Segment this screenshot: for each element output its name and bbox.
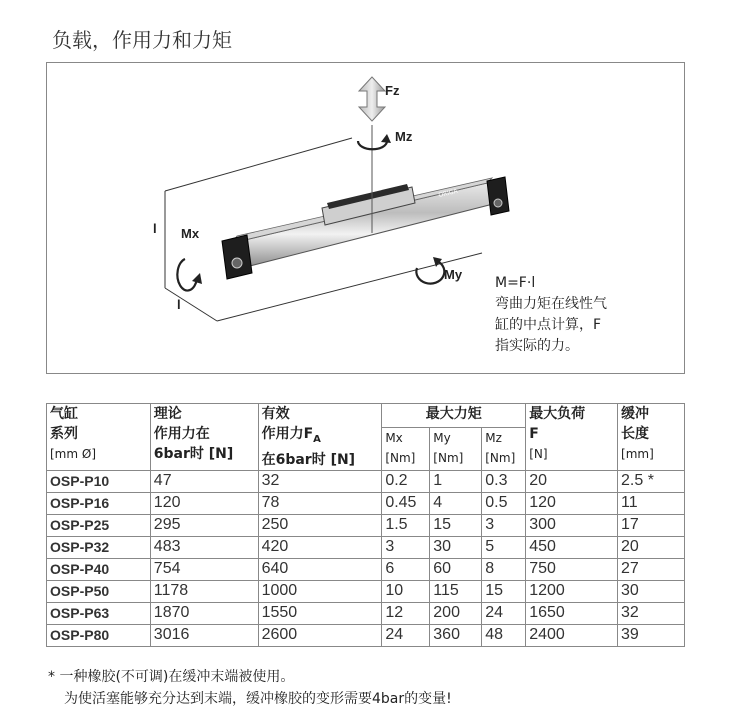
header-theoretical-line1: 理论	[153, 406, 182, 422]
brand-label: ORIGA	[437, 187, 459, 199]
table-row	[47, 536, 685, 558]
cell-theoretical-force: 295	[150, 514, 258, 536]
cell-cushion-length: 30	[618, 580, 685, 602]
header-my-unit: [Nm]	[433, 451, 464, 465]
table-row	[47, 580, 685, 602]
mz-label: Mz	[395, 129, 413, 144]
cell-effective-force: 78	[258, 492, 382, 514]
cell-mz: 48	[482, 624, 526, 646]
cell-max-load: 450	[526, 536, 618, 558]
cell-mz: 5	[482, 536, 526, 558]
cell-model: OSP-P63	[47, 602, 151, 624]
load-diagram	[46, 62, 685, 374]
cell-cushion-length: 39	[618, 624, 685, 646]
cell-model: OSP-P32	[47, 536, 151, 558]
header-mz	[482, 428, 526, 471]
cell-cushion-length: 17	[618, 514, 685, 536]
header-max-moments: 最大力矩	[382, 404, 526, 428]
cell-mx: 10	[382, 580, 430, 602]
cell-my: 115	[430, 580, 482, 602]
cell-cushion-length: 20	[618, 536, 685, 558]
header-cushion	[618, 404, 685, 471]
end-cap-left-port	[232, 258, 242, 268]
table-row	[47, 624, 685, 646]
cell-max-load: 750	[526, 558, 618, 580]
cell-cushion-length: 32	[618, 602, 685, 624]
cell-model: OSP-P50	[47, 580, 151, 602]
header-effective-prefix: 作用力F	[261, 426, 314, 442]
header-series-unit: [mm Ø]	[50, 447, 97, 461]
header-theoretical-line3: 6bar时 [N]	[153, 446, 234, 462]
cell-theoretical-force: 1178	[150, 580, 258, 602]
cell-theoretical-force: 1870	[150, 602, 258, 624]
header-cushion-unit: [mm]	[621, 447, 654, 461]
formula-description: 弯曲力矩在线性气 缸的中点计算，F 指实际的力。	[495, 296, 607, 354]
header-cushion-line2: 长度	[621, 426, 650, 442]
dimension-line-top	[165, 138, 352, 191]
header-effective-line1: 有效	[261, 406, 290, 422]
cell-max-load: 120	[526, 492, 618, 514]
my-rotation-icon	[416, 261, 444, 284]
cell-effective-force: 250	[258, 514, 382, 536]
dimension-line-diag	[165, 288, 217, 321]
cell-my: 360	[430, 624, 482, 646]
header-my-label: My	[433, 431, 451, 445]
cell-mz: 3	[482, 514, 526, 536]
cell-effective-force: 640	[258, 558, 382, 580]
cell-model: OSP-P40	[47, 558, 151, 580]
cell-effective-force: 32	[258, 470, 382, 492]
header-mz-unit: [Nm]	[485, 451, 516, 465]
cell-my: 4	[430, 492, 482, 514]
cell-theoretical-force: 47	[150, 470, 258, 492]
end-cap-left	[222, 235, 252, 279]
cell-model: OSP-P80	[47, 624, 151, 646]
header-series	[47, 404, 151, 471]
header-effective-sub: A	[313, 433, 321, 445]
header-my	[430, 428, 482, 471]
mz-arrowhead	[381, 134, 391, 143]
table-row	[47, 602, 685, 624]
cell-theoretical-force: 754	[150, 558, 258, 580]
cell-max-load: 1650	[526, 602, 618, 624]
cell-effective-force: 420	[258, 536, 382, 558]
table-row	[47, 558, 685, 580]
spec-table-header	[47, 404, 685, 471]
cell-cushion-length: 11	[618, 492, 685, 514]
cell-mx: 3	[382, 536, 430, 558]
cell-mz: 8	[482, 558, 526, 580]
cell-effective-force: 2600	[258, 624, 382, 646]
formula-block	[495, 273, 607, 357]
formula: M=F·l	[495, 275, 536, 291]
cell-my: 15	[430, 514, 482, 536]
footnotes	[48, 666, 452, 710]
header-series-line2: 系列	[50, 426, 78, 442]
cell-theoretical-force: 120	[150, 492, 258, 514]
cell-theoretical-force: 483	[150, 536, 258, 558]
cell-max-load: 1200	[526, 580, 618, 602]
cell-max-load: 2400	[526, 624, 618, 646]
header-series-line1: 气缸	[50, 406, 78, 422]
page-title: 负载，作用力和力矩	[52, 28, 232, 52]
cell-mx: 1.5	[382, 514, 430, 536]
cell-mz: 0.3	[482, 470, 526, 492]
fz-label: Fz	[385, 83, 400, 98]
cell-model: OSP-P25	[47, 514, 151, 536]
header-effective-line2	[262, 424, 379, 450]
mx-label: Mx	[181, 226, 200, 241]
header-load-unit: [N]	[529, 447, 548, 461]
end-cap-right	[487, 177, 509, 215]
header-max-load	[526, 404, 618, 471]
header-theoretical-line2: 作用力在	[153, 426, 210, 442]
cell-cushion-length: 27	[618, 558, 685, 580]
cell-my: 60	[430, 558, 482, 580]
cell-my: 30	[430, 536, 482, 558]
cell-theoretical-force: 3016	[150, 624, 258, 646]
table-row	[47, 492, 685, 514]
fz-arrow	[359, 77, 385, 121]
header-theoretical-force	[150, 404, 258, 471]
mx-arrowhead	[192, 273, 202, 284]
cell-my: 1	[430, 470, 482, 492]
cell-mx: 6	[382, 558, 430, 580]
header-cushion-line1: 缓冲	[621, 406, 650, 422]
footnote-2: 为使活塞能够充分达到末端，缓冲橡胶的变形需要4bar的变量!	[64, 691, 452, 707]
cell-cushion-length: 2.5 *	[618, 470, 685, 492]
spec-table	[46, 403, 685, 647]
cell-mx: 0.2	[382, 470, 430, 492]
end-cap-right-port	[494, 199, 502, 207]
header-load-line2: F	[529, 426, 539, 442]
cell-model: OSP-P16	[47, 492, 151, 514]
cell-mx: 24	[382, 624, 430, 646]
cell-effective-force: 1000	[258, 580, 382, 602]
cell-my: 200	[430, 602, 482, 624]
my-label: My	[444, 267, 463, 282]
cell-mz: 0.5	[482, 492, 526, 514]
length-label-vertical: l	[153, 221, 157, 236]
table-row	[47, 470, 685, 492]
length-label-bottom: l	[177, 297, 181, 312]
cell-mz: 15	[482, 580, 526, 602]
cell-mx: 0.45	[382, 492, 430, 514]
table-row	[47, 514, 685, 536]
header-load-line1: 最大负荷	[529, 406, 586, 422]
cell-max-load: 20	[526, 470, 618, 492]
header-mx	[382, 428, 430, 471]
footnote-1: * 一种橡胶(不可调)在缓冲末端被使用。	[48, 669, 295, 685]
cell-effective-force: 1550	[258, 602, 382, 624]
header-mx-label: Mx	[385, 431, 403, 445]
cell-mz: 24	[482, 602, 526, 624]
header-effective-force	[258, 404, 382, 471]
spec-table-body	[47, 470, 685, 646]
header-mz-label: Mz	[485, 431, 502, 445]
cell-model: OSP-P10	[47, 470, 151, 492]
cell-mx: 12	[382, 602, 430, 624]
header-mx-unit: [Nm]	[385, 451, 416, 465]
mx-rotation-icon	[177, 259, 197, 291]
header-effective-line3: 在6bar时 [N]	[261, 451, 356, 468]
cell-max-load: 300	[526, 514, 618, 536]
